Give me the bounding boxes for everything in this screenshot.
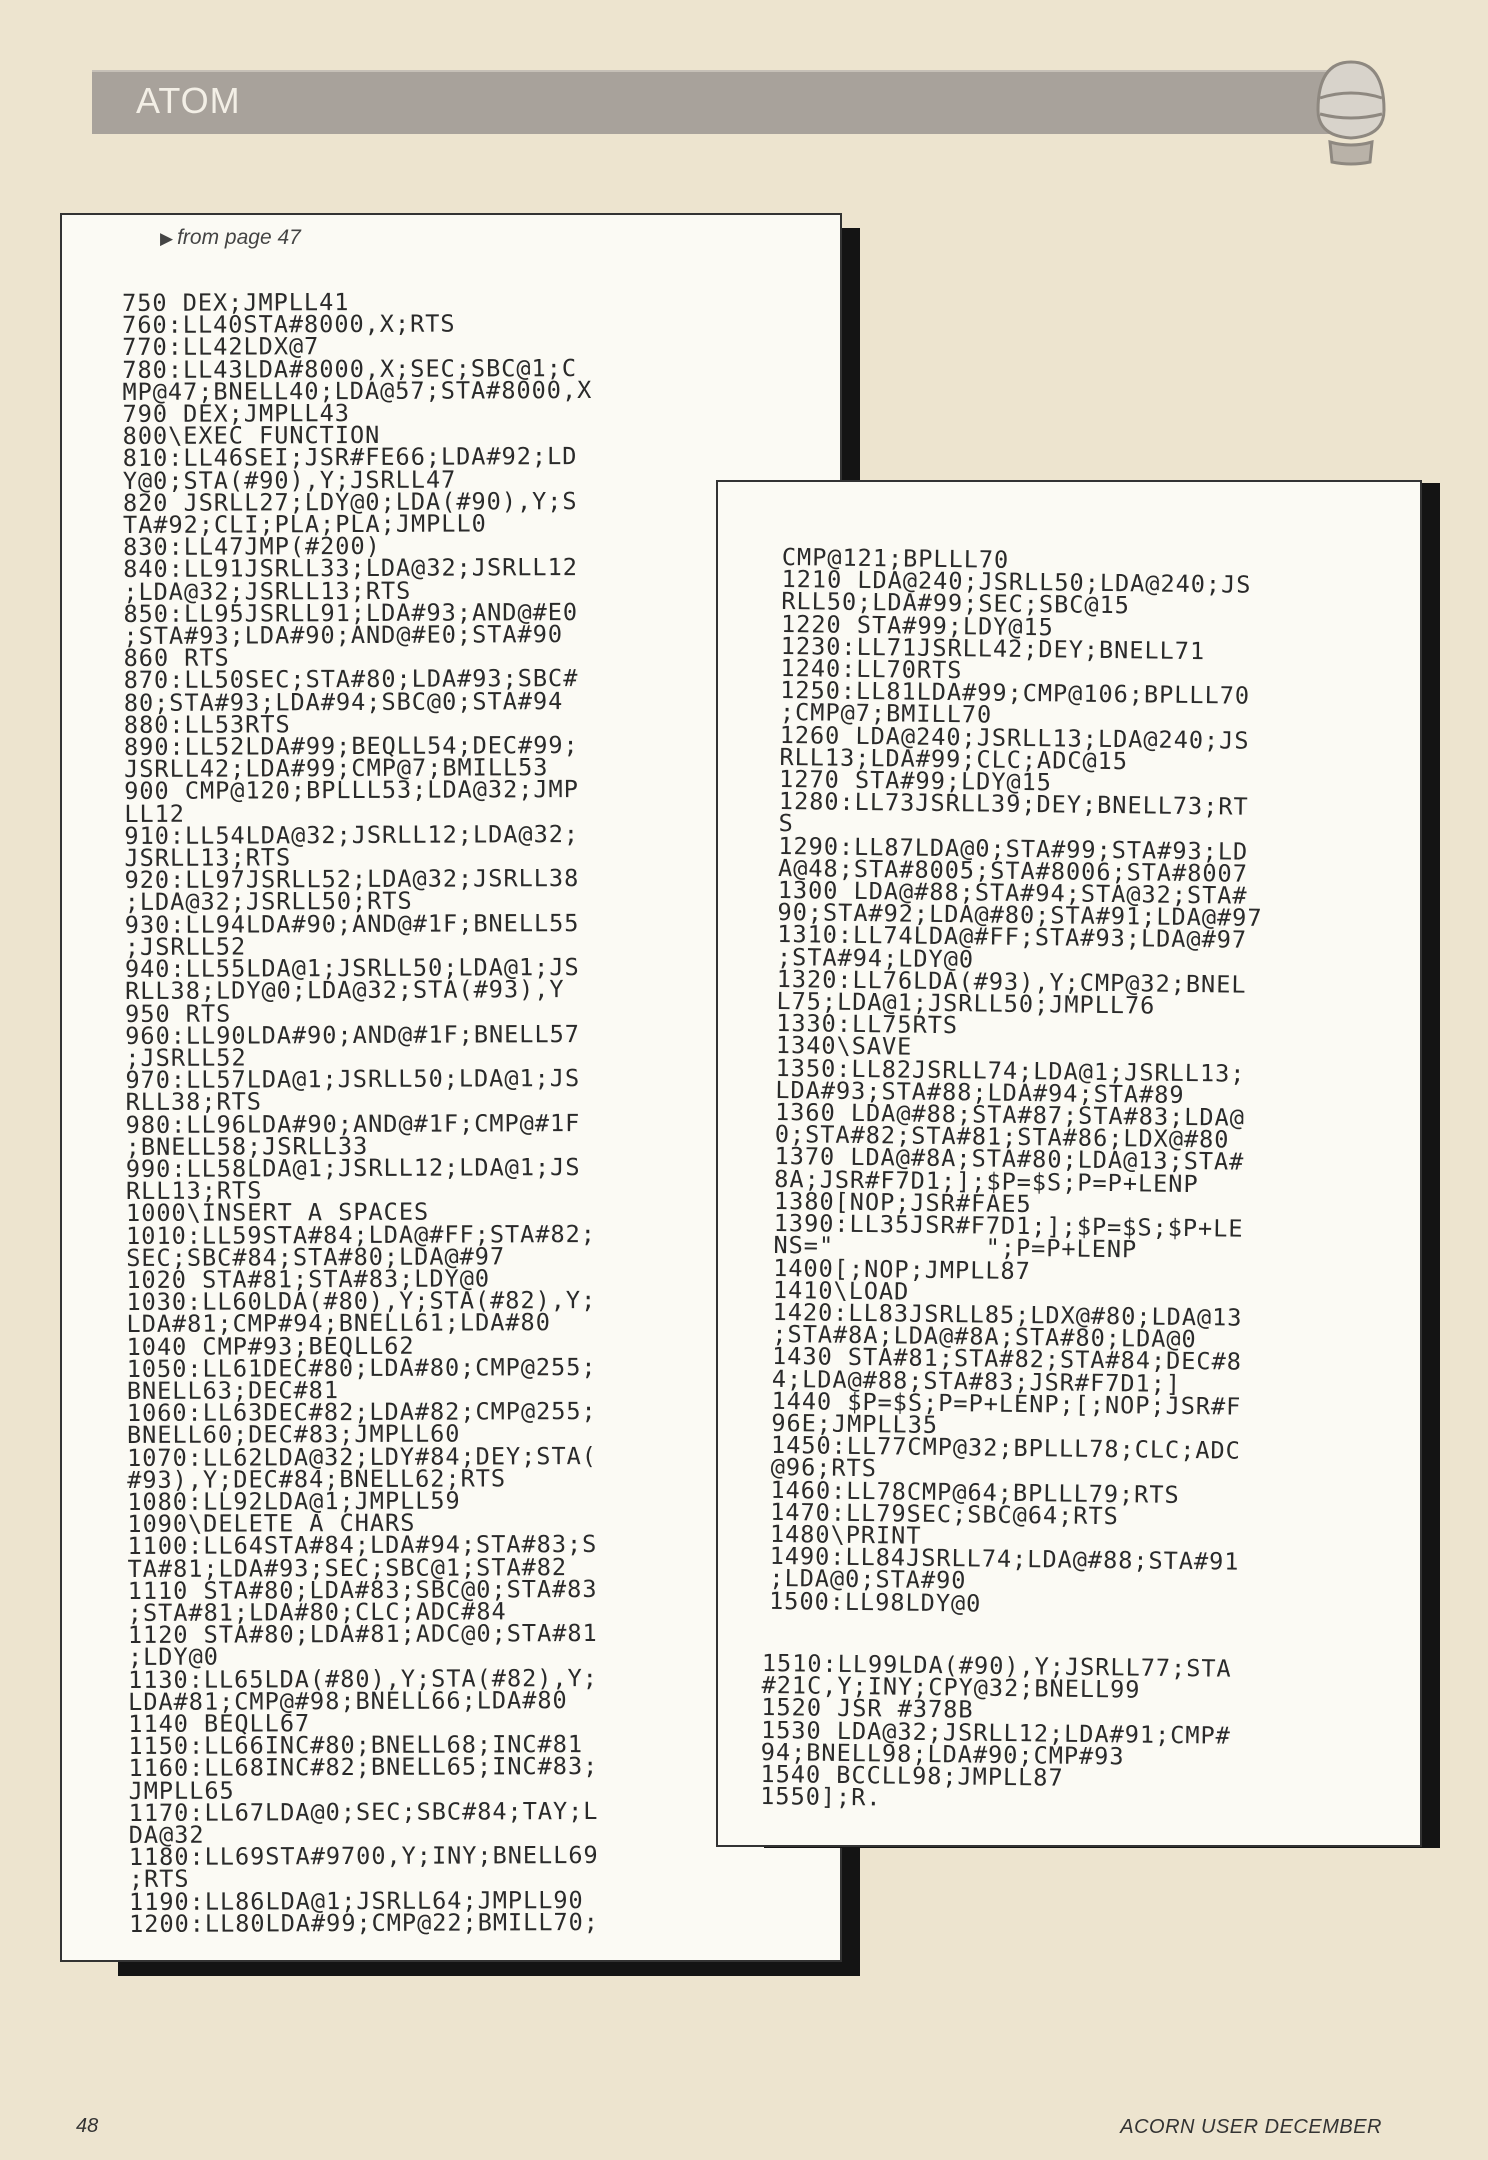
program-listing-left: 750 DEX;JMPLL41 760:LL40STA#8000,X;RTS 770:LL42LDX@7 780:LL43LDA#8000,X;SEC;SBC@1;C MP@47;BNELL40;LDA@57;STA#8000,X 790 DEX;JMPLL43 800\EXEC FUNCTION 810:LL46SEI;JSR#FE66;LDA#92;LD Y@0;STA(#90),Y;JSRLL47 820 JSRLL27;LDY@0;LDA(#90),Y;S TA#92;CLI;PLA;PLA;JMPLL0 830:LL47JMP(#200) 840:LL91JSRLL33;LDA@32;JSRLL12 ;LDA@32;JSRLL13;RTS 850:LL95JSRLL91;LDA#93;AND@#E0 ;STA#93;LDA#90;AND@#E0;STA#90 860 RTS 870:LL50SEC;STA#80;LDA#93;SBC# 80;STA#93;LDA#94;SBC@0;STA#94 880:LL53RTS 890:LL52LDA#99;BEQLL54;DEC#99; JSRLL42;LDA#99;CMP@7;BMILL53 900 CMP@120;BPLLL53;LDA@32;JMP LL12 910:LL54LDA@32;JSRLL12;LDA@32; JSRLL13;RTS 920:LL97JSRLL52;LDA@32;JSRLL38 ;LDA@32;JSRLL50;RTS 930:LL94LDA#90;AND@#1F;BNELL55 ;JSRLL52 940:LL55LDA@1;JSRLL50;LDA@1;JS RLL38;LDY@0;LDA@32;STA(#93),Y 950 RTS 960:LL90LDA#90;AND@#1F;BNELL57 ;JSRLL52 970:LL57LDA@1;JSRLL50;LDA@1;JS RLL38;RTS 980:LL96LDA#90;AND@#1F;CMP@#1F ;BNELL58;JSRLL33 990:LL58LDA@1;JSRLL12;LDA@1;JS RLL13;RTS 1000\INSERT A SPACES 1010:LL59STA#84;LDA@#FF;STA#82; SEC;SBC#84;STA#80;LDA@#97 1020 STA#81;STA#83;LDY@0 1030:LL60LDA(#80),Y;STA(#82),Y; LDA#81;CMP#94;BNELL61;LDA#80 1040 CMP#93;BEQLL62 1050:LL61DEC#80;LDA#80;CMP@255; BNELL63;DEC#81 1060:LL63DEC#82;LDA#82;CMP@255; BNELL60;DEC#83;JMPLL60 1070:LL62LDA@32;LDY#84;DEY;STA( #93),Y;DEC#84;BNELL62;RTS 1080:LL92LDA@1;JMPLL59 1090\DELETE A CHARS 1100:LL64STA#84;LDA#94;STA#83;S TA#81;LDA#93;SEC;SBC@1;STA#82 1110 STA#80;LDA#83;SBC@0;STA#83 ;STA#81;LDA#80;CLC;ADC#84 1120 STA#80;LDA#81;ADC@0;STA#81 ;LDY@0 1130:LL65LDA(#80),Y;STA(#82),Y; LDA#81;CMP@#98;BNELL66;LDA#80 1140 BEQLL67 1150:LL66INC#80;BNELL68;INC#81 1160:LL68INC#82;BNELL65;INC#83; JMPLL65 1170:LL67LDA@0;SEC;SBC#84;TAY;L DA@32 1180:LL69STA#9700,Y;INY;BNELL69 ;RTS 1190:LL86LDA@1;JSRLL64;JMPLL90 1200:LL80LDA#99;CMP@22;BMILL70; (121, 288, 599, 1938)
publication-footer: ACORN USER DECEMBER (1120, 2116, 1382, 2138)
continuation-note (160, 226, 301, 250)
continuation-text: from page 47 (177, 226, 301, 249)
section-title: ATOM (136, 80, 241, 121)
play-arrow-icon: ▶ (160, 229, 174, 248)
page-number: 48 (76, 2115, 99, 2137)
program-listing-right-bottom: 1510:LL99LDA(#90),Y;JSRLL77;STA #21C,Y;INY;CPY@32;BNELL99 1520 JSR #378B 1530 LDA@32;JSRLL12;LDA#91;CMP# 94;BNELL98;LDA#90;CMP#93 1540 BCCLL98;JMPLL87 1550];R. (760, 1649, 1232, 1812)
acorn-logo-icon (1308, 58, 1394, 168)
program-listing-right-top: CMP@121;BPLLL70 1210 LDA@240;JSRLL50;LDA@240;JS RLL50;LDA#99;SEC;SBC@15 1220 STA#99;LDY@15 1230:LL71JSRLL42;DEY;BNELL71 1240:LL70RTS 1250:LL81LDA#99;CMP@106;BPLLL70 ;CMP@7;BMILL70 1260 LDA@240;JSRLL13;LDA@240;JS RLL13;LDA#99;CLC;ADC@15 1270 STA#99;LDY@15 1280:LL73JSRLL39;DEY;BNELL73;RT S 1290:LL87LDA@0;STA#99;STA#93;LD A@48;STA#8005;STA#8006;STA#8007 1300 LDA@#88;STA#94;STA@32;STA# 90;STA#92;LDA@#80;STA#91;LDA@#97 1310:LL74LDA@#FF;STA#93;LDA@#97 ;STA#94;LDY@0 1320:LL76LDA(#93),Y;CMP@32;BNEL L75;LDA@1;JSRLL50;JMPLL76 1330:LL75RTS 1340\SAVE 1350:LL82JSRLL74;LDA@1;JSRLL13; LDA#93;STA#88;LDA#94;STA#89 1360 LDA@#88;STA#87;STA#83;LDA@ 0;STA#82;STA#81;STA#86;LDX@#80 1370 LDA@#8A;STA#80;LDA@13;STA# 8A;JSR#F7D1;];$P=$S;P=P+LENP 1380[NOP;JSR#FAE5 1390:LL35JSR#F7D1;];$P=$S;$P+LE NS=" ";P=P+LENP 1400[;NOP;JMPLL87 1410\LOAD 1420:LL83JSRLL85;LDX@#80;LDA@13 ;STA#8A;LDA@#8A;STA#80;LDA@0 1430 STA#81;STA#82;STA#84;DEC#8 4;LDA@#88;STA#83;JSR#F7D1;] 1440 $P=$S;P=P+LENP;[;NOP;JSR#F 96E;JMPLL35 1450:LL77CMP@32;BPLLL78;CLC;ADC @96;RTS 1460:LL78CMP@64;BPLLL79;RTS 1470:LL79SEC;SBC@64;RTS 1480\PRINT 1490:LL84JSRLL74;LDA@#88;STA#91 ;LDA@0;STA#90 1500:LL98LDY@0 (768, 543, 1263, 1618)
section-banner (92, 70, 1362, 134)
